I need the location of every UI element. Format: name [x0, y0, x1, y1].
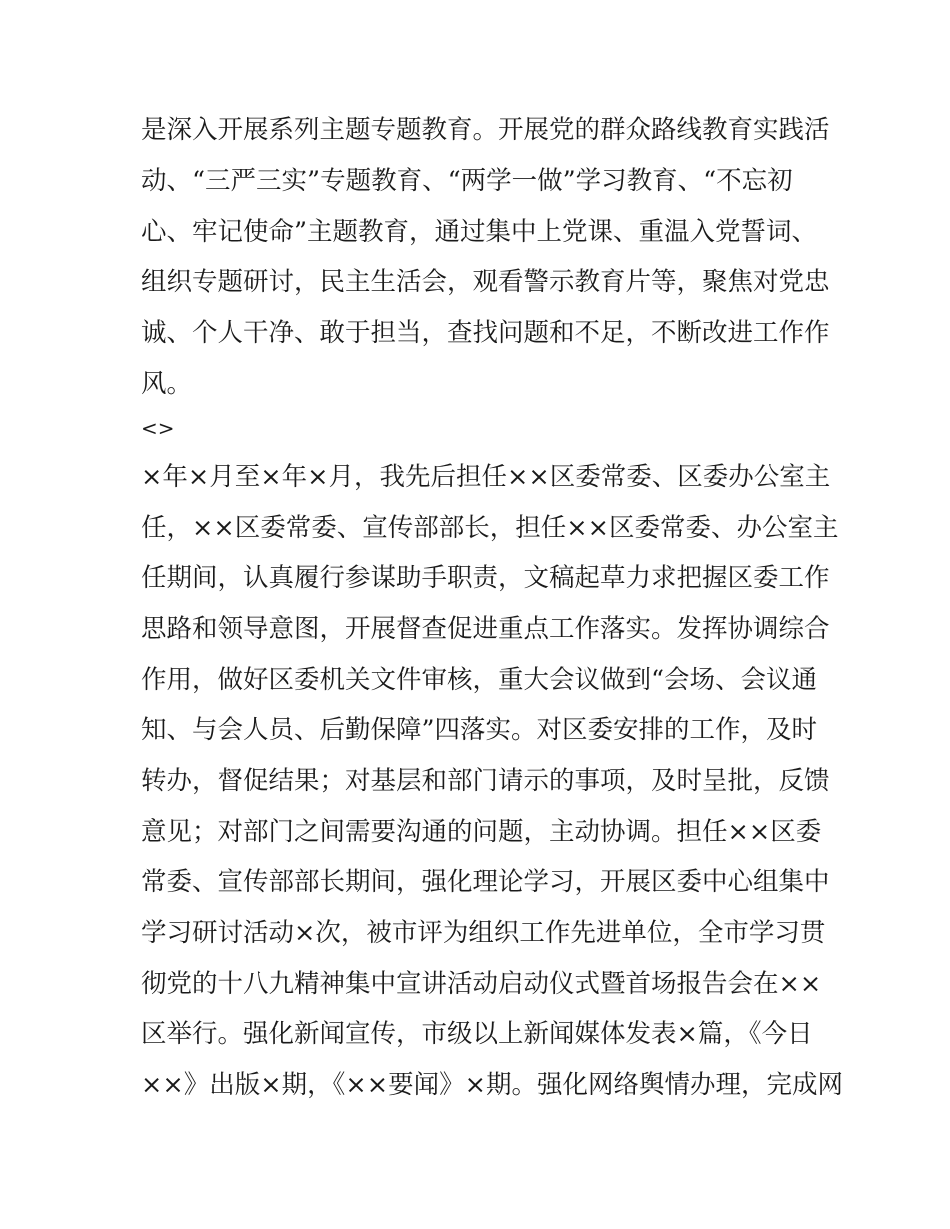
paragraph2-line: 知、与会人员、后勤保障”四落实。对区委安排的工作，及时	[141, 715, 818, 745]
paragraph1-line: 组织专题研讨，民主生活会，观看警示教育片等，聚焦对党忠	[141, 267, 830, 297]
paragraph1-line: 风。	[141, 369, 193, 399]
paragraph2-line: 区举行。强化新闻宣传，市级以上新闻媒体发表×篇，《今日	[141, 1019, 813, 1049]
paragraph2-line: 彻党的十八九精神集中宣讲活动启动仪式暨首场报告会在××	[141, 969, 822, 999]
paragraph2-line: 作用，做好区委机关文件审核，重大会议做到“会场、会议通	[141, 665, 818, 695]
section-marker: <>	[141, 416, 175, 440]
paragraph1-line: 诚、个人干净、敢于担当，查找问题和不足，不断改进工作作	[141, 318, 830, 348]
paragraph2-line: ××》出版×期，《××要闻》×期。强化网络舆情办理，完成网	[141, 1070, 843, 1100]
paragraph2-line: 任期间，认真履行参谋助手职责，文稿起草力求把握区委工作	[141, 563, 830, 593]
paragraph2-line: 任，××区委常委、宣传部部长，担任××区委常委、办公室主	[141, 513, 839, 543]
paragraph2-line: 意见；对部门之间需要沟通的问题，主动协调。担任××区委	[141, 817, 822, 847]
paragraph2-line: 常委、宣传部部长期间，强化理论学习，开展区委中心组集中	[141, 867, 830, 897]
paragraph2-line: 思路和领导意图，开展督查促进重点工作落实。发挥协调综合	[141, 614, 830, 644]
paragraph2-line: ×年×月至×年×月，我先后担任××区委常委、区委办公室主	[141, 462, 831, 492]
paragraph1-line: 心、牢记使命”主题教育，通过集中上党课、重温入党誓词、	[141, 217, 818, 247]
paragraph2-line: 学习研讨活动×次，被市评为组织工作先进单位，全市学习贯	[141, 918, 826, 948]
paragraph1-line: 动、“三严三实”专题教育、“两学一做”学习教育、“不忘初	[141, 166, 793, 196]
paragraph2-line: 转办，督促结果；对基层和部门请示的事项，及时呈批，反馈	[141, 766, 830, 796]
paragraph1-line: 是深入开展系列主题专题教育。开展党的群众路线教育实践活	[141, 115, 830, 145]
